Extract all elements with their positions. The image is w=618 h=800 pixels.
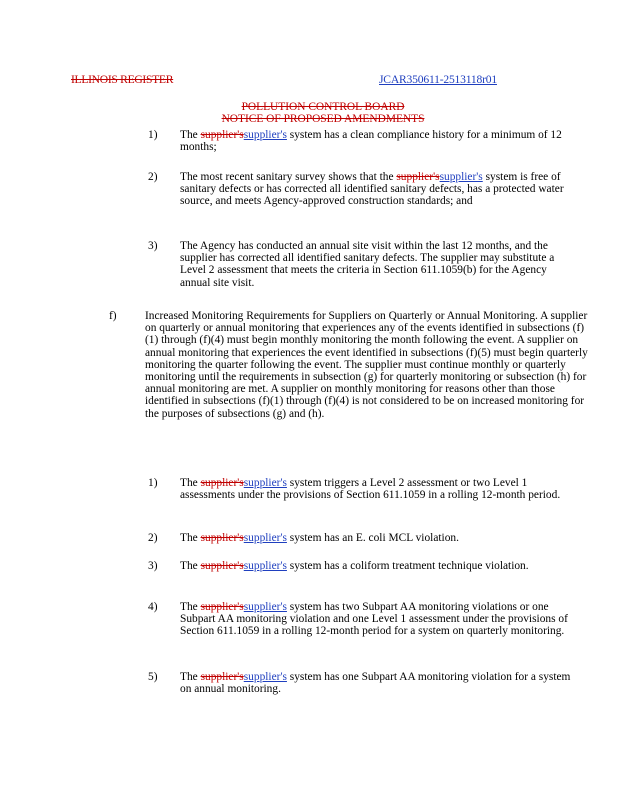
subsection-letter: f) bbox=[109, 310, 117, 322]
inserted-text: supplier's bbox=[439, 171, 483, 183]
deleted-text: supplier's bbox=[200, 129, 244, 141]
item-number: 5) bbox=[148, 671, 158, 683]
deleted-text: supplier's bbox=[200, 671, 244, 683]
item-number: 3) bbox=[148, 240, 158, 252]
inserted-text: supplier's bbox=[243, 129, 287, 141]
document-id-link[interactable]: JCAR350611-2513118r01 bbox=[379, 73, 497, 86]
deleted-text: supplier's bbox=[396, 171, 440, 183]
inserted-text: supplier's bbox=[243, 601, 287, 613]
item-number: 4) bbox=[148, 601, 158, 613]
subsection-text: Increased Monitoring Requirements for Suppliers on Quarterly or Annual Monitoring. A supplier on quarterly or annual monitoring that experiences any of the events identified in subsections (f)(1) through (f)(4) must begin monthly monitoring the month following the event. A supplier on annual monitoring that experiences the event identified in subsections (f)(5) must begin quarterly monitoring the quarter following the event. The supplier must continue monthly or quarterly monitoring until the requirements in subsection (g) for quarterly monitoring or subsection (h) for annual monitoring are met. A supplier on monthly monitoring for reasons other than those identified in subsections (f)(1) through (f)(4) is not considered to be on increased monitoring for the purposes of subsections (g) and (h). bbox=[145, 310, 588, 420]
item-text: The supplier'ssupplier's system has one Subpart AA monitoring violation for a system on annual monitoring. bbox=[180, 671, 571, 696]
item-text: The supplier'ssupplier's system triggers a Level 2 assessment or two Level 1 assessments under the provisions of Section 611.1059 in a rolling 12-month period. bbox=[180, 477, 561, 502]
inserted-text: supplier's bbox=[243, 532, 287, 544]
item-number: 1) bbox=[148, 477, 158, 489]
notice-title: NOTICE OF PROPOSED AMENDMENTS bbox=[221, 113, 425, 125]
item-text: The most recent sanitary survey shows that the supplier'ssupplier's system is free of sanitary defects or has corrected all identified sanitary defects, has a protected water source, and meets Agency-approved construction standards; and bbox=[180, 171, 564, 208]
deleted-text: supplier's bbox=[200, 532, 244, 544]
item-text: The supplier'ssupplier's system has a clean compliance history for a minimum of 12 months; bbox=[180, 129, 562, 154]
item-text: The supplier'ssupplier's system has a coliform treatment technique violation. bbox=[180, 560, 529, 572]
deleted-text: supplier's bbox=[200, 601, 244, 613]
item-number: 2) bbox=[148, 532, 158, 544]
item-number: 2) bbox=[148, 171, 158, 183]
inserted-text: supplier's bbox=[243, 560, 287, 572]
inserted-text: supplier's bbox=[243, 671, 287, 683]
item-text: The supplier'ssupplier's system has two Subpart AA monitoring violations or one Subpart AA monitoring violation and one Level 1 assessment under the provisions of Section 611.1059 in a rolling 12-month period for a system on quarterly monitoring. bbox=[180, 601, 568, 638]
item-text: The Agency has conducted an annual site visit within the last 12 months, and the supplier has corrected all identified sanitary defects. The supplier may substitute a Level 2 assessment that meets the criteria in Section 611.1059(b) for the Agency annual site visit. bbox=[180, 240, 555, 289]
board-name: POLLUTION CONTROL BOARD bbox=[241, 101, 405, 113]
inserted-text: supplier's bbox=[243, 477, 287, 489]
item-number: 3) bbox=[148, 560, 158, 572]
deleted-text: supplier's bbox=[200, 477, 244, 489]
register-title: ILLINOIS REGISTER bbox=[71, 73, 174, 86]
item-text: The supplier'ssupplier's system has an E. coli MCL violation. bbox=[180, 532, 459, 544]
item-number: 1) bbox=[148, 129, 158, 141]
deleted-text: supplier's bbox=[200, 560, 244, 572]
